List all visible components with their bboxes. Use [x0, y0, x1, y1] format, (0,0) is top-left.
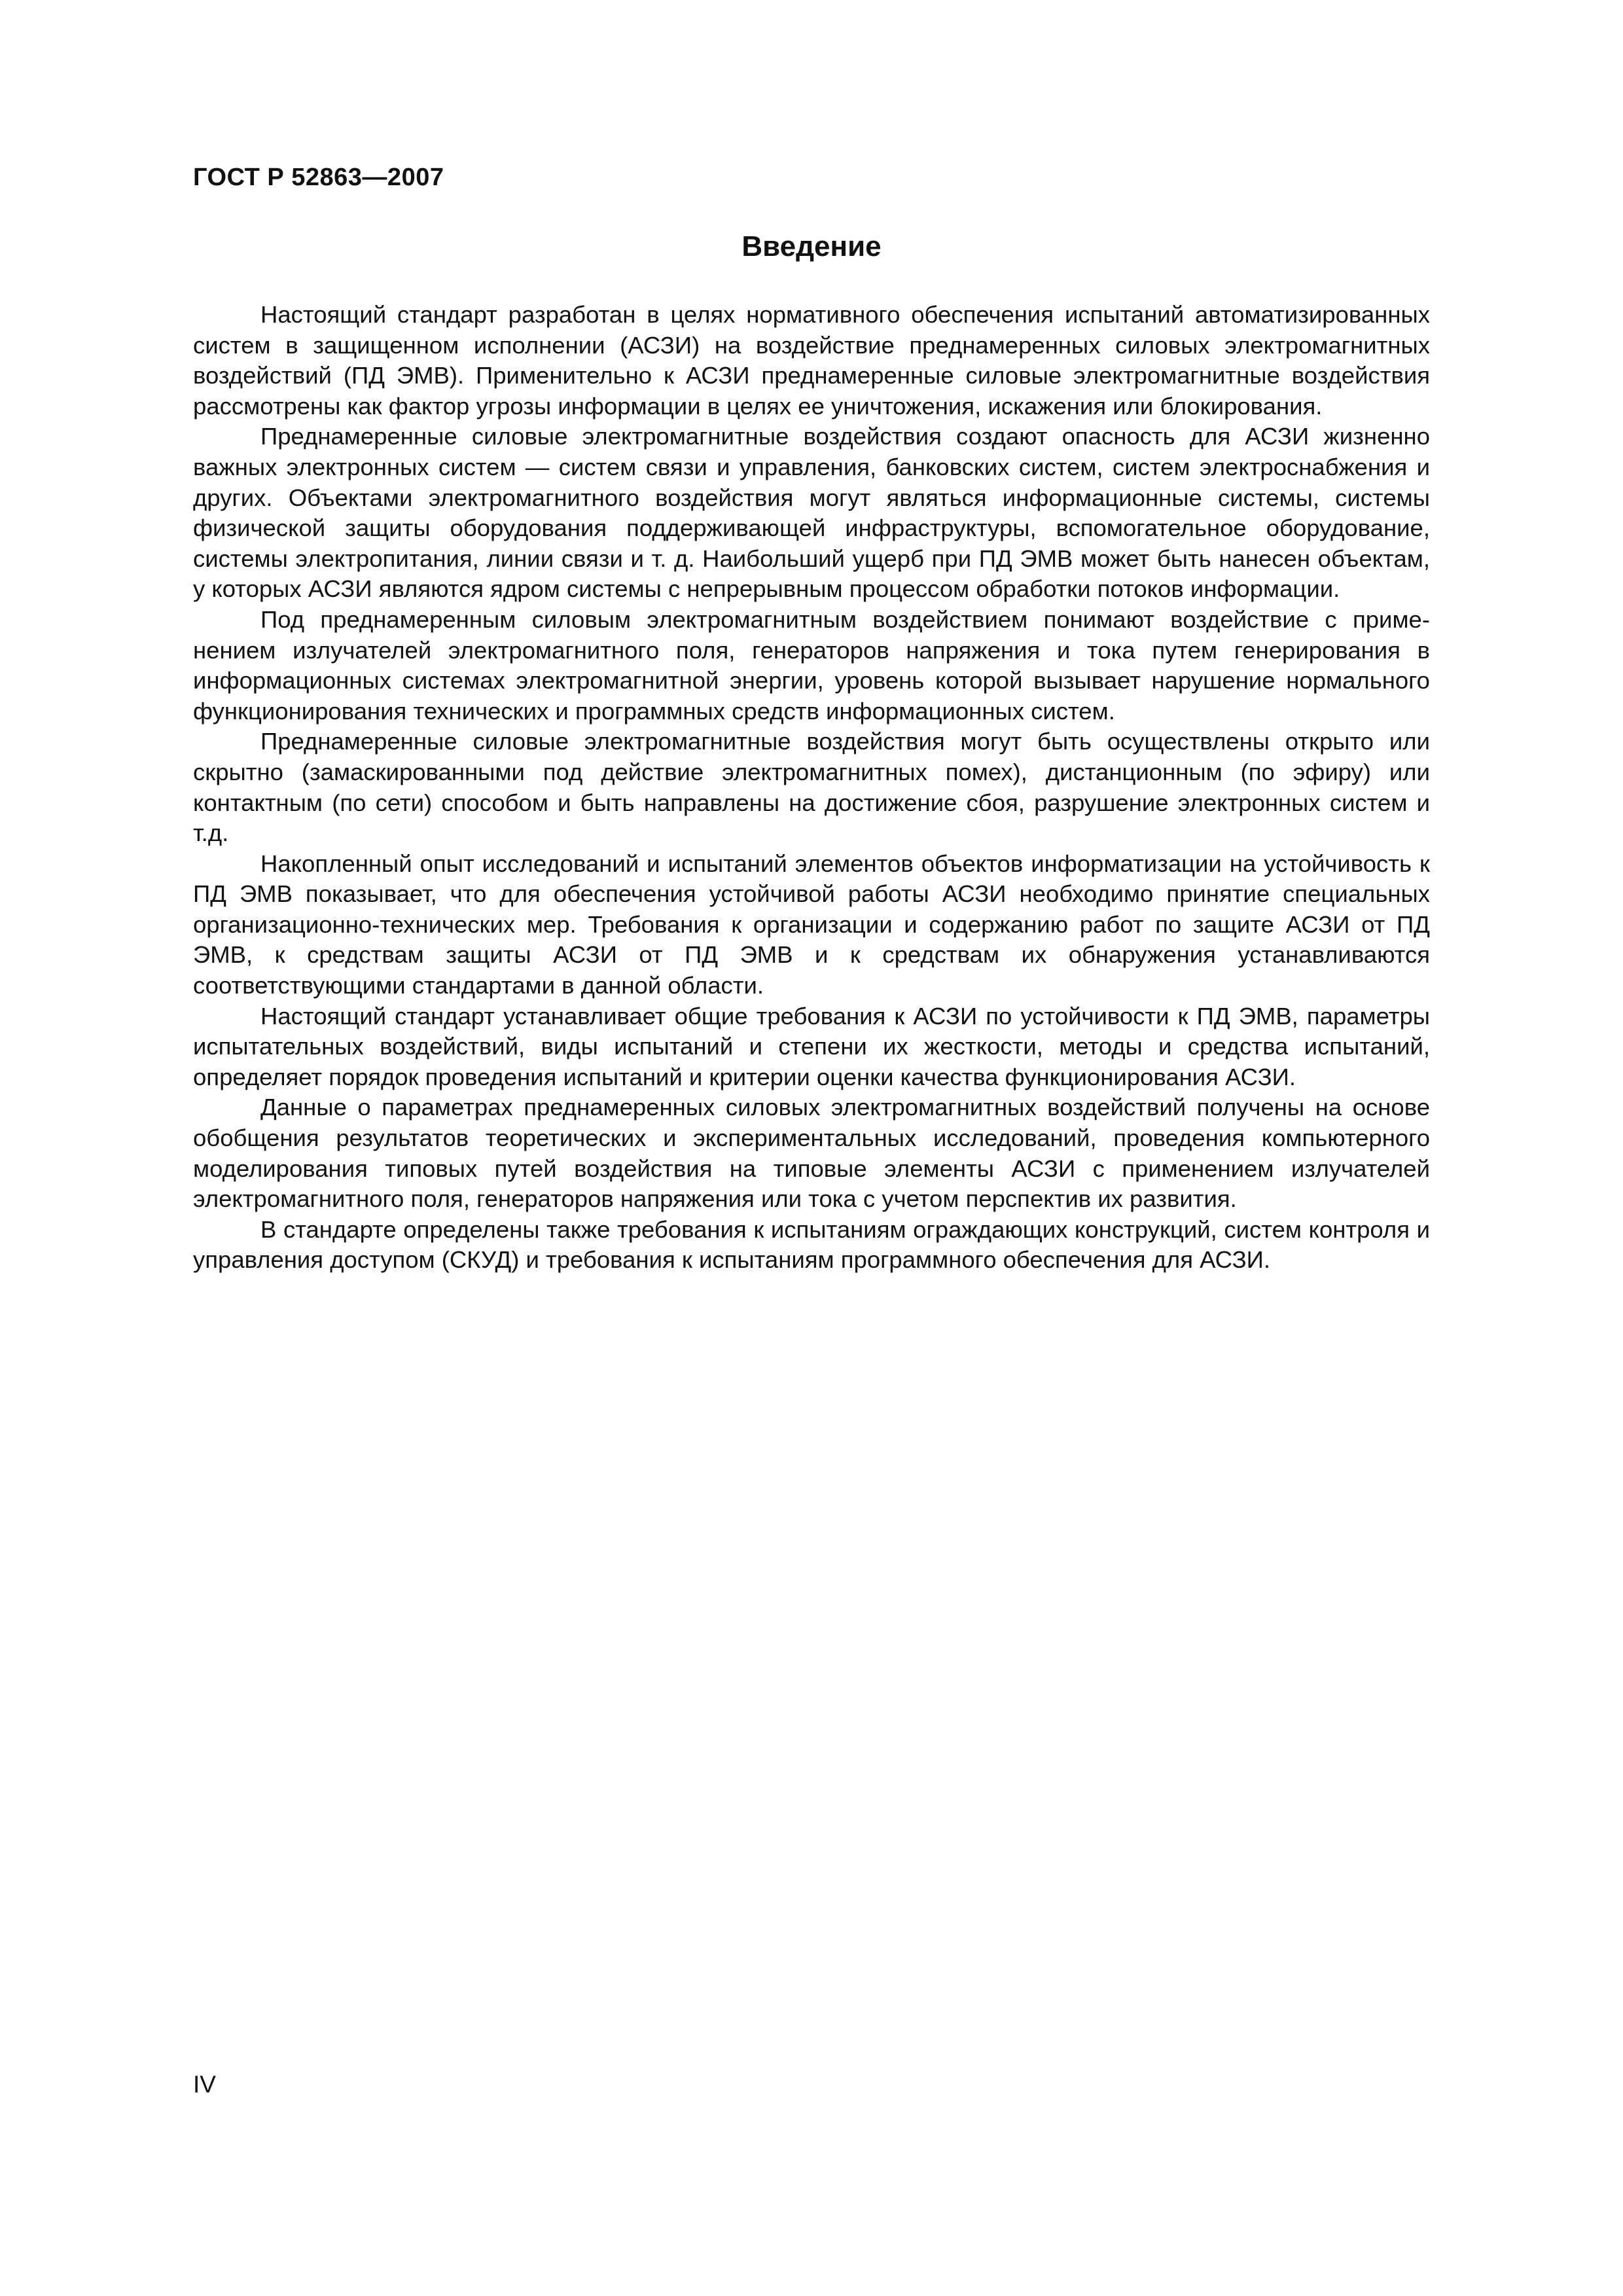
- paragraph: Накопленный опыт исследований и испытаний элементов объектов информатизации на устойчивость к ПД ЭМВ показывает, что для обеспечения устойчивой работы АСЗИ необходимо принятие специальных организационно-технических мер. Требования к организации и содержанию работ по защите АСЗИ от ПД ЭМВ, к средствам защиты АСЗИ от ПД ЭМВ и к средствам их обнаружения устанавливаются соответствующими стандартами в данной области.: [193, 850, 1430, 999]
- paragraph: Данные о параметрах преднамеренных силовых электромагнитных воздействий получены на основе обобщения результатов теоретических и экспериментальных исследований, проведения компьютерного моделирования типовых путей воздействия на типовые элементы АСЗИ с применением излучателей электромагнитного поля, генераторов напряжения или тока с учетом перспектив их развития.: [193, 1094, 1430, 1213]
- section-title: Введение: [741, 230, 882, 262]
- body-text: [193, 300, 1430, 1276]
- paragraph: Настоящий стандарт разработан в целях нормативного обеспечения испытаний автоматизированных систем в защищенном исполнении (АСЗИ) на воздействие преднамеренных силовых электромагнитных воздействий (ПД ЭМВ). Применительно к АСЗИ преднамеренные силовые электромагнитные воздействия рассмотрены как фактор угрозы информации в целях ее уничтожения, искажения или блокирования.: [193, 301, 1430, 420]
- paragraph: Преднамеренные силовые электромагнитные воздействия создают опасность для АСЗИ жизненно важных электронных систем — систем связи и управления, банковских систем, систем электроснабжения и других. Объектами электромагнитного воздействия могут являться информационные системы, системы физической защиты оборудования поддерживающей инфраструктуры, вспомогательное оборудование, системы электропитания, линии связи и т. д. Наибольший ущерб при ПД ЭМВ может быть нанесен объектам, у которых АСЗИ являются ядром системы с непрерывным процессом обработки потоков информации.: [193, 423, 1430, 603]
- paragraph: В стандарте определены также требования к испытаниям ограждающих конструкций, систем контроля и управления доступом (СКУД) и требования к испытаниям программного обеспечения для АСЗИ.: [193, 1215, 1430, 1274]
- page-number: IV: [193, 2071, 216, 2098]
- paragraph: Преднамеренные силовые электромагнитные воздействия могут быть осуществлены открыто или скрытно (замаскированными под действие электромагнитных помех), дистанционным (по эфиру) или контактным (по сети) способом и быть направлены на достижение сбоя, разрушение электронных систем и т.д.: [193, 728, 1430, 847]
- paragraph: Настоящий стандарт устанавливает общие требования к АСЗИ по устойчивости к ПД ЭМВ, параметры испытательных воздействий, виды испытаний и степени их жесткости, методы и средства испытаний, определяет порядок проведения испытаний и критерии оценки качества функционирования АСЗИ.: [193, 1002, 1430, 1090]
- paragraph: Под преднамеренным силовым электромагнитным воздействием понимают воздействие с применением излучателей электромагнитного поля, генераторов напряжения и тока путем генерирования в информационных системах электромагнитной энергии, уровень которой вызывает нарушение нормального функционирования технических и программных средств информационных систем.: [193, 605, 1430, 725]
- document-code: ГОСТ Р 52863—2007: [193, 164, 444, 191]
